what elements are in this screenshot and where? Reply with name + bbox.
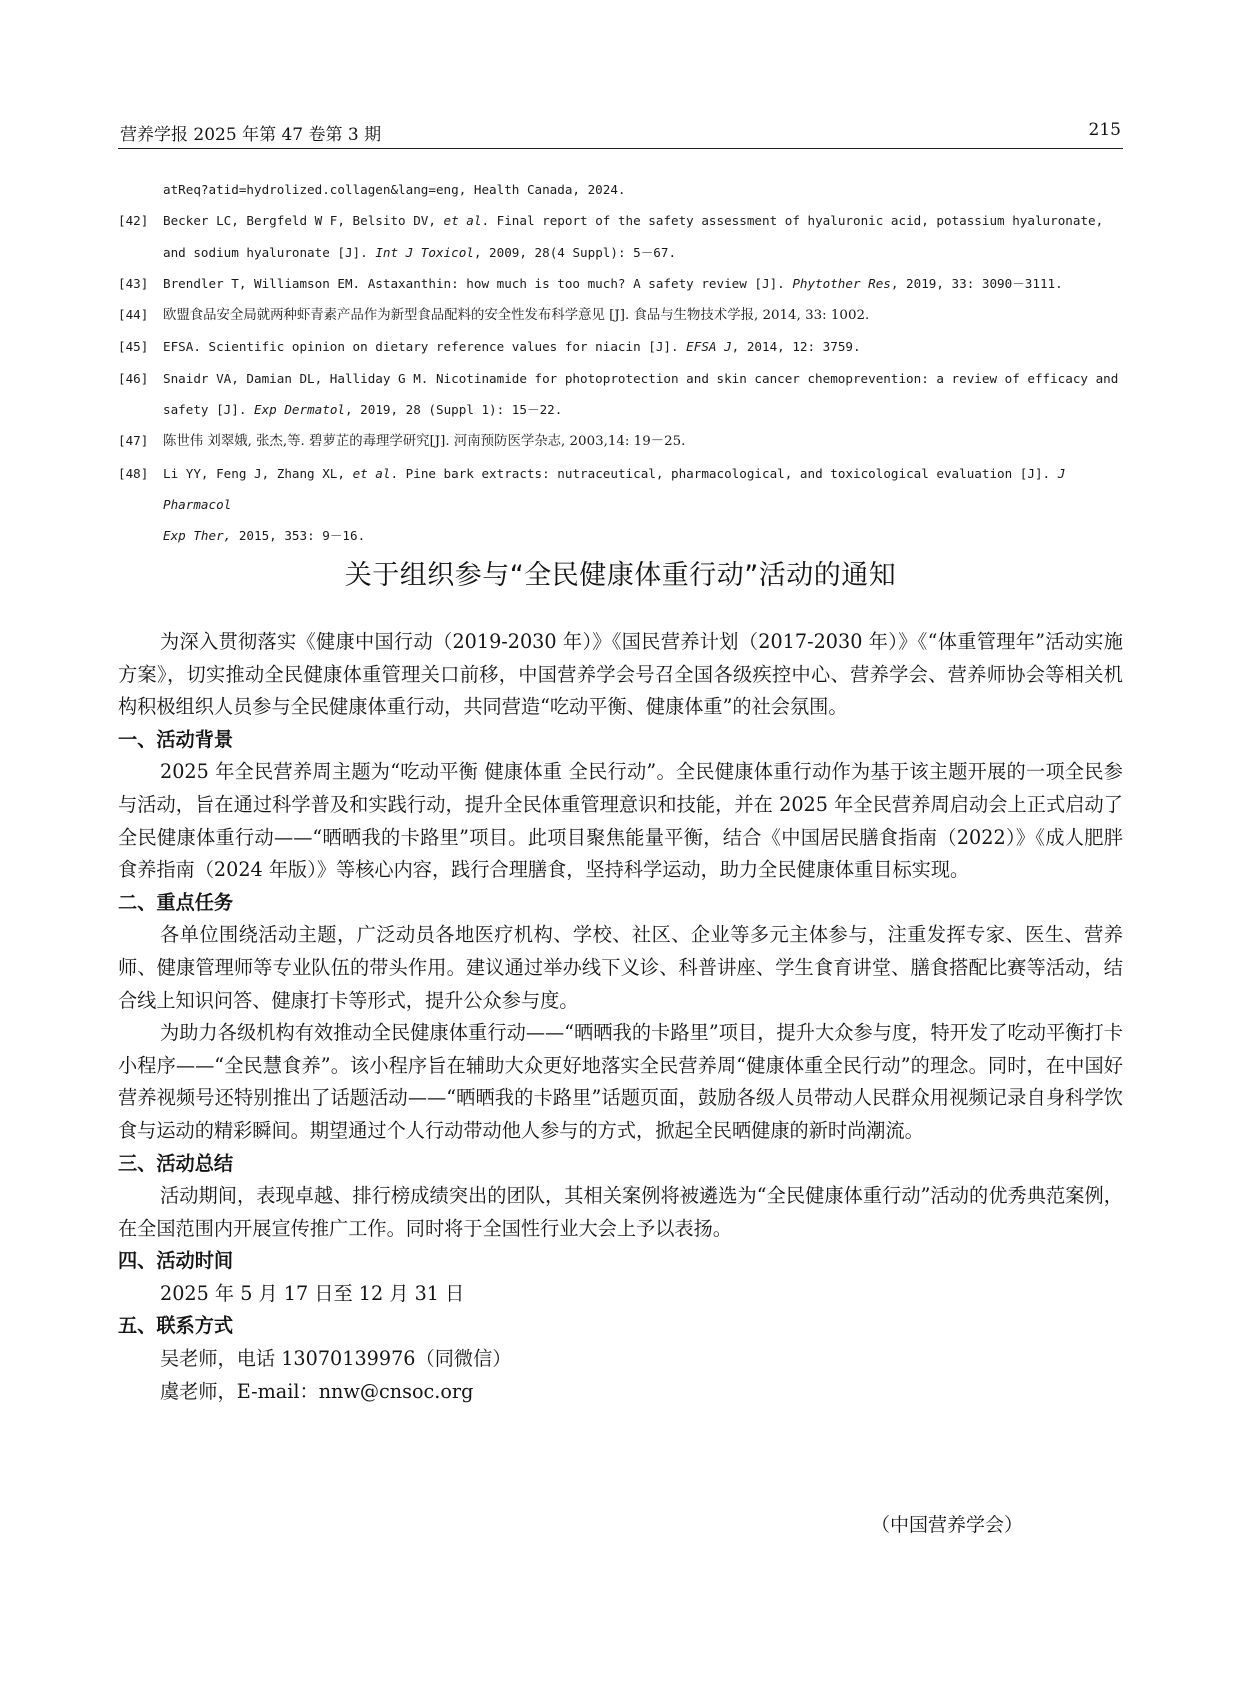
reference-48: [48] Li YY, Feng J, Zhang XL, et al. Pine bark extracts: nutraceutical, pharmacological, and toxicological evaluation [J]. J Pharmacol Exp Ther, 2015, 353: 9－16. — [118, 465, 1066, 544]
section-heading-background: 一、活动背景 — [118, 727, 234, 751]
key-tasks-paragraph-1: 各单位围绕活动主题，广泛动员各地医疗机构、学校、社区、企业等多元主体参与，注重发挥专家、医生、营养师、健康管理师等专业队伍的带头作用。建议通过举办线下义诊、科普讲座、学生食育讲堂、膳食搭配比赛等活动，结合线上知识问答、健康打卡等形式，提升公众参与度。 — [118, 923, 1123, 1012]
contact-email: 虞老师，E-mail：nnw@cnsoc.org — [160, 1379, 474, 1403]
reference-47: [47] 陈世伟 刘翠娥, 张杰,等. 碧萝芷的毒理学研究[J]. 河南预防医学杂志, 2003,14: 19－25. — [118, 433, 686, 450]
journal-issue: 营养学报 2025 年第 47 卷第 3 期 — [120, 125, 382, 145]
running-header — [118, 118, 1123, 149]
section-heading-time: 四、活动时间 — [118, 1249, 234, 1273]
reference-41-continuation: atReq?atid=hydrolized.collagen&lang=eng, Health Canada, 2024. — [163, 182, 626, 197]
page-number: 215 — [1088, 120, 1121, 140]
section-heading-key-tasks: 二、重点任务 — [118, 890, 234, 914]
notice-title: 关于组织参与“全民健康体重行动”活动的通知 — [344, 560, 897, 591]
reference-44: [44] 欧盟食品安全局就两种虾青素产品作为新型食品配料的安全性发布科学意见 [J]. 食品与生物技术学报, 2014, 33: 1002. — [118, 307, 870, 324]
key-tasks-paragraph-2: 为助力各级机构有效推动全民健康体重行动——“晒晒我的卡路里”项目，提升大众参与度，特开发了吃动平衡打卡小程序——“全民慧食养”。该小程序旨在辅助大众更好地落实全民营养周“健康体重全民行动”的理念。同时，在中国好营养视频号还特别推出了话题活动——“晒晒我的卡路里”话题页面，鼓励各级人员带动人民群众用视频记录自身科学饮食与运动的精彩瞬间。期望通过个人行动带动他人参与的方式，掀起全民晒健康的新时尚潮流。 — [118, 1021, 1123, 1142]
section-heading-summary: 三、活动总结 — [118, 1151, 234, 1175]
intro-paragraph: 为深入贯彻落实《健康中国行动（2019-2030 年）》《国民营养计划（2017-2030 年）》《“体重管理年”活动实施方案》，切实推动全民健康体重管理关口前移，中国营养学会号召全国各级疾控中心、营养学会、营养师协会等相关机构积极组织人员参与全民健康体重行动，共同营造“吃动平衡、健康体重”的社会氛围。 — [118, 630, 1123, 719]
activity-dates: 2025 年 5 月 17 日至 12 月 31 日 — [160, 1281, 465, 1305]
contact-phone: 吴老师，电话 13070139976（同微信） — [160, 1347, 512, 1371]
notice-body — [118, 626, 1123, 1408]
reference-43: [43] Brendler T, Williamson EM. Astaxanthin: how much is too much? A safety review [J]. Phytother Res, 2019, 33: 3090－3111. — [118, 275, 1063, 291]
reference-list — [118, 174, 1123, 552]
section-heading-contact: 五、联系方式 — [118, 1314, 234, 1338]
reference-42: [42] Becker LC, Bergfeld W F, Belsito DV, et al. Final report of the safety assessment of hyaluronic acid, potassium hyaluronate, and sodium hyaluronate [J]. Int J Toxicol, 2009, 28(4 Suppl): 5－67. — [118, 213, 1104, 260]
summary-paragraph: 活动期间，表现卓越、排行榜成绩突出的团队，其相关案例将被遴选为“全民健康体重行动”活动的优秀典范案例，在全国范围内开展宣传推广工作。同时将于全国性行业大会上予以表扬。 — [118, 1184, 1123, 1240]
issuer-signature: （中国营养学会） — [870, 1514, 1023, 1536]
background-paragraph: 2025 年全民营养周主题为“吃动平衡 健康体重 全民行动”。全民健康体重行动作为基于该主题开展的一项全民参与活动，旨在通过科学普及和实践行动，提升全民体重管理意识和技能，并在 2025 年全民营养周启动会上正式启动了全民健康体重行动——“晒晒我的卡路里”项目。此项目聚焦能量平衡，结合《中国居民膳食指南（2022）》《成人肥胖食养指南（2024 年版）》等核心内容，践行合理膳食，坚持科学运动，助力全民健康体重目标实现。 — [118, 760, 1123, 882]
reference-45: [45] EFSA. Scientific opinion on dietary reference values for niacin [J]. EFSA J, 2014, 12: 3759. — [118, 339, 861, 355]
reference-46: [46] Snaidr VA, Damian DL, Halliday G M. Nicotinamide for photoprotection and skin cancer chemoprevention: a review of efficacy and safety [J]. Exp Dermatol, 2019, 28 (Suppl 1): 15－22. — [118, 370, 1119, 418]
